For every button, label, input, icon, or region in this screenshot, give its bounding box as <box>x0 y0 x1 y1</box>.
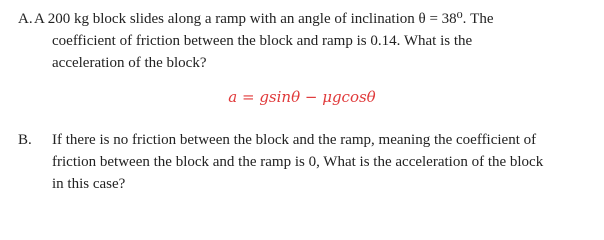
acceleration-formula: a = gsinθ − μgcosθ <box>228 88 376 106</box>
question-b-letter: B. <box>18 132 32 148</box>
question-b-text <box>34 129 589 195</box>
question-a-line-1: A 200 kg block slides along a ramp with an angle of inclination θ = 38⁰. The <box>34 11 494 27</box>
question-b-line-2: friction between the block and the ramp is 0, What is the acceleration of the block <box>52 154 544 170</box>
question-a-letter: A. <box>18 11 33 27</box>
question-a-text <box>34 8 589 74</box>
question-a-line-2: coefficient of friction between the block and ramp is 0.14. What is the <box>52 33 473 49</box>
question-a-line-3: acceleration of the block? <box>52 55 207 71</box>
question-b-line-3: in this case? <box>52 176 126 192</box>
question-b-line-1: If there is no friction between the block and the ramp, meaning the coefficient of <box>52 132 537 148</box>
